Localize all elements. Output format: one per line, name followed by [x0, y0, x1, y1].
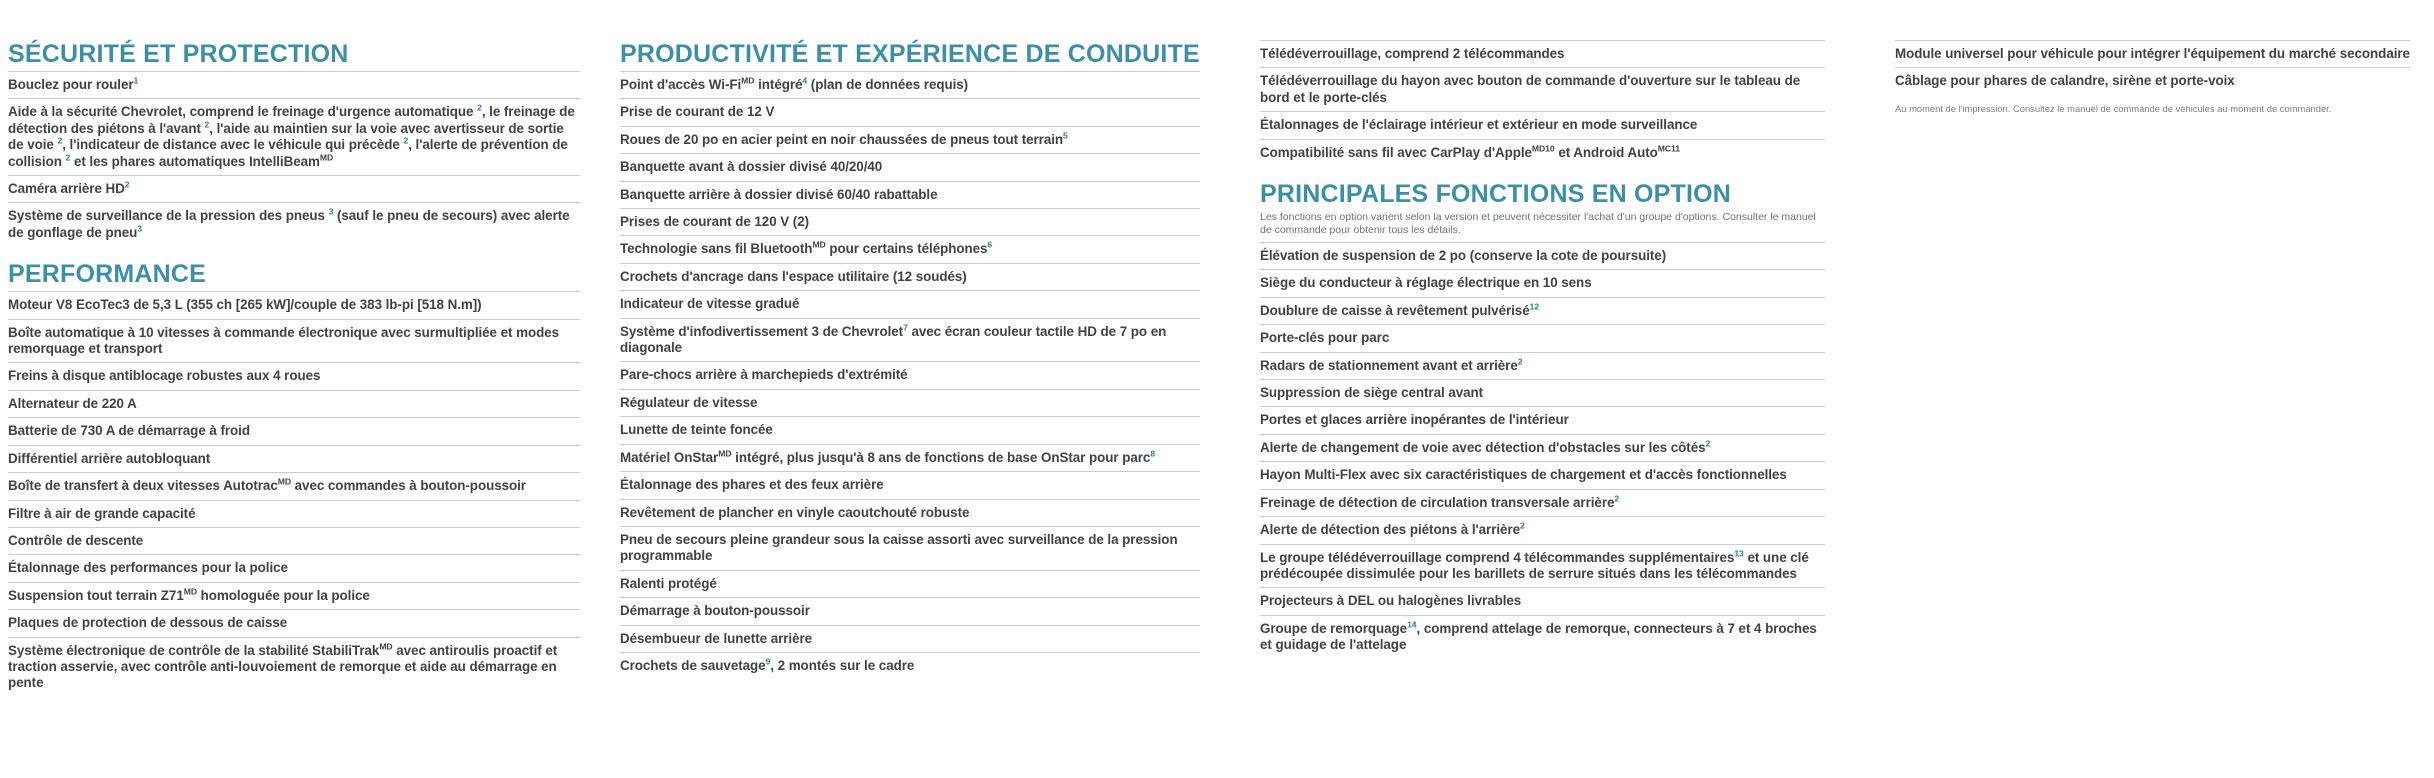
list-item: Indicateur de vitesse gradué	[620, 290, 1200, 317]
list-item: Prise de courant de 12 V	[620, 98, 1200, 125]
list-item: Étalonnage des performances pour la police	[8, 554, 580, 581]
list-item: Plaques de protection de dessous de caisse	[8, 609, 580, 636]
spec-list-continuation	[1260, 40, 1825, 166]
list-item: Alerte de détection des piétons à l'arrière$^2$	[1260, 516, 1825, 543]
spec-list-securite	[8, 71, 580, 246]
list-item: Matériel OnStar$^{MD}$ intégré, plus jusqu'à 8 ans de fonctions de base OnStar pour parc$^8$	[620, 444, 1200, 471]
list-item: Freinage de détection de circulation transversale arrière$^2$	[1260, 489, 1825, 516]
list-item: Alternateur de 220 A	[8, 390, 580, 417]
list-item: Étalonnages de l'éclairage intérieur et extérieur en mode surveillance	[1260, 111, 1825, 138]
column-safety-performance	[0, 40, 620, 697]
list-item: Portes et glaces arrière inopérantes de l'intérieur	[1260, 406, 1825, 433]
list-item: Hayon Multi-Flex avec six caractéristiques de chargement et d'accès fonctionnelles	[1260, 461, 1825, 488]
list-item: Système d'infodivertissement 3 de Chevrolet$^7$ avec écran couleur tactile HD de 7 po en diagonale	[620, 318, 1200, 362]
list-item: Doublure de caisse à revêtement pulvérisé$^{12}$	[1260, 297, 1825, 324]
list-item: Suppression de siège central avant	[1260, 379, 1825, 406]
list-item: Groupe de remorquage$^{14}$, comprend attelage de remorque, connecteurs à 7 et 4 broches et guidage de l'attelage	[1260, 615, 1825, 659]
list-item: Crochets de sauvetage$^9$, 2 montés sur le cadre	[620, 652, 1200, 679]
list-item: Contrôle de descente	[8, 527, 580, 554]
column-productivite	[620, 40, 1240, 679]
list-item: Compatibilité sans fil avec CarPlay d'Apple$^{MD10}$ et Android Auto$^{MC11}$	[1260, 139, 1825, 166]
list-item: Élévation de suspension de 2 po (conserve la cote de poursuite)	[1260, 242, 1825, 269]
list-item: Moteur V8 EcoTec3 de 5,3 L (355 ch [265 kW]/couple de 383 lb-pi [518 N.m])	[8, 291, 580, 318]
list-item: Lunette de teinte foncée	[620, 416, 1200, 443]
list-item: Le groupe télédéverrouillage comprend 4 télécommandes supplémentaires$^{13}$ et une clé prédécoupée dissimulée pour les barillets de serrure situés dans les télécommandes	[1260, 544, 1825, 588]
list-item: Banquette avant à dossier divisé 40/20/40	[620, 153, 1200, 180]
list-item: Système de surveillance de la pression des pneus $^3$ (sauf le pneu de secours) avec alerte de gonflage de pneu$^3$	[8, 202, 580, 246]
list-item: Désembueur de lunette arrière	[620, 625, 1200, 652]
list-item: Ralenti protégé	[620, 570, 1200, 597]
list-item: Câblage pour phares de calandre, sirène et porte-voix	[1895, 67, 2410, 94]
list-item: Revêtement de plancher en vinyle caoutchouté robuste	[620, 499, 1200, 526]
list-item: Télédéverrouillage du hayon avec bouton de commande d'ouverture sur le tableau de bord et le porte-clés	[1260, 67, 1825, 111]
list-item: Pneu de secours pleine grandeur sous la caisse assorti avec surveillance de la pression programmable	[620, 526, 1200, 570]
spacer	[8, 246, 580, 260]
list-item: Aide à la sécurité Chevrolet, comprend le freinage d'urgence automatique $^2$, le freinage de détection des piétons à l'avant $^2$, l'aide au maintien sur la voie avec avertisseur de sortie de voie $^2$, l'indicateur de distance avec le véhicule qui précède $^2$, l'alerte de prévention de collision $^2$ et les phares automatiques IntelliBeam$^{MD}$	[8, 98, 580, 175]
list-item: Système électronique de contrôle de la stabilité StabiliTrak$^{MD}$ avec antiroulis proactif et traction asservie, avec contrôle anti-louvoiement de remorque et aide au démarrage en pente	[8, 637, 580, 697]
list-item: Caméra arrière HD$^2$	[8, 175, 580, 202]
list-item: Banquette arrière à dossier divisé 60/40 rabattable	[620, 181, 1200, 208]
list-item: Radars de stationnement avant et arrière$^2$	[1260, 352, 1825, 379]
spec-list-options	[1260, 242, 1825, 659]
list-item: Étalonnage des phares et des feux arrière	[620, 471, 1200, 498]
section-title-securite: SÉCURITÉ ET PROTECTION	[8, 40, 349, 68]
list-item: Technologie sans fil Bluetooth$^{MD}$ pour certains téléphones$^6$	[620, 235, 1200, 262]
section-title-productivite: PRODUCTIVITÉ ET EXPÉRIENCE DE CONDUITE	[620, 40, 1200, 68]
spec-list-performance	[8, 291, 580, 697]
list-item: Module universel pour véhicule pour intégrer l'équipement du marché secondaire	[1895, 40, 2410, 67]
list-item: Différentiel arrière autobloquant	[8, 445, 580, 472]
section-title-performance: PERFORMANCE	[8, 260, 207, 289]
section-title-fonctions-option: PRINCIPALES FONCTIONS EN OPTION	[1260, 180, 1732, 209]
list-item: Crochets d'ancrage dans l'espace utilitaire (12 soudés)	[620, 263, 1200, 290]
columns-container	[0, 40, 2434, 697]
list-item: Alerte de changement de voie avec détection d'obstacles sur les côtés$^2$	[1260, 434, 1825, 461]
list-item: Projecteurs à DEL ou halogènes livrables	[1260, 587, 1825, 614]
list-item: Boîte de transfert à deux vitesses Autotrac$^{MD}$ avec commandes à bouton-poussoir	[8, 472, 580, 499]
spec-list-accessoires	[1895, 40, 2410, 95]
list-item: Point d'accès $Wi-Fi^{MD}$ intégré$^4$ (plan de données requis)	[620, 71, 1200, 98]
list-item: Batterie de 730 A de démarrage à froid	[8, 417, 580, 444]
list-item: Freins à disque antiblocage robustes aux 4 roues	[8, 362, 580, 389]
list-item: Suspension tout terrain $Z71^{MD}$ homologuée pour la police	[8, 582, 580, 609]
print-disclaimer: Au moment de l'impression. Consultez le manuel de commande de véhicules au moment de commander.	[1895, 102, 2332, 114]
list-item: Pare-chocs arrière à marchepieds d'extrémité	[620, 361, 1200, 388]
list-item: Démarrage à bouton-poussoir	[620, 597, 1200, 624]
spec-list-productivite	[620, 71, 1200, 679]
list-item: Bouclez pour rouler$^1$	[8, 71, 580, 98]
list-item: Filtre à air de grande capacité	[8, 500, 580, 527]
list-item: Boîte automatique à 10 vitesses à commande électronique avec surmultipliée et modes remorquage et transport	[8, 319, 580, 363]
list-item: Roues de 20 po en acier peint en noir chaussées de pneus tout terrain$^5$	[620, 126, 1200, 153]
list-item: Siège du conducteur à réglage électrique en 10 sens	[1260, 269, 1825, 296]
list-item: Télédéverrouillage, comprend 2 télécommandes	[1260, 40, 1825, 67]
spacer	[1260, 166, 1825, 180]
list-item: Porte-clés pour parc	[1260, 324, 1825, 351]
list-item: Prises de courant de 120 V (2)	[620, 208, 1200, 235]
list-item: Régulateur de vitesse	[620, 389, 1200, 416]
column-accessoires	[1865, 40, 2434, 124]
section-note-options: Les fonctions en option varient selon la version et peuvent nécessiter l'achat d'un groupe d'options. Consulter le manuel de commande pour obtenir tous les détails.	[1260, 211, 1816, 236]
column-options	[1240, 40, 1865, 659]
